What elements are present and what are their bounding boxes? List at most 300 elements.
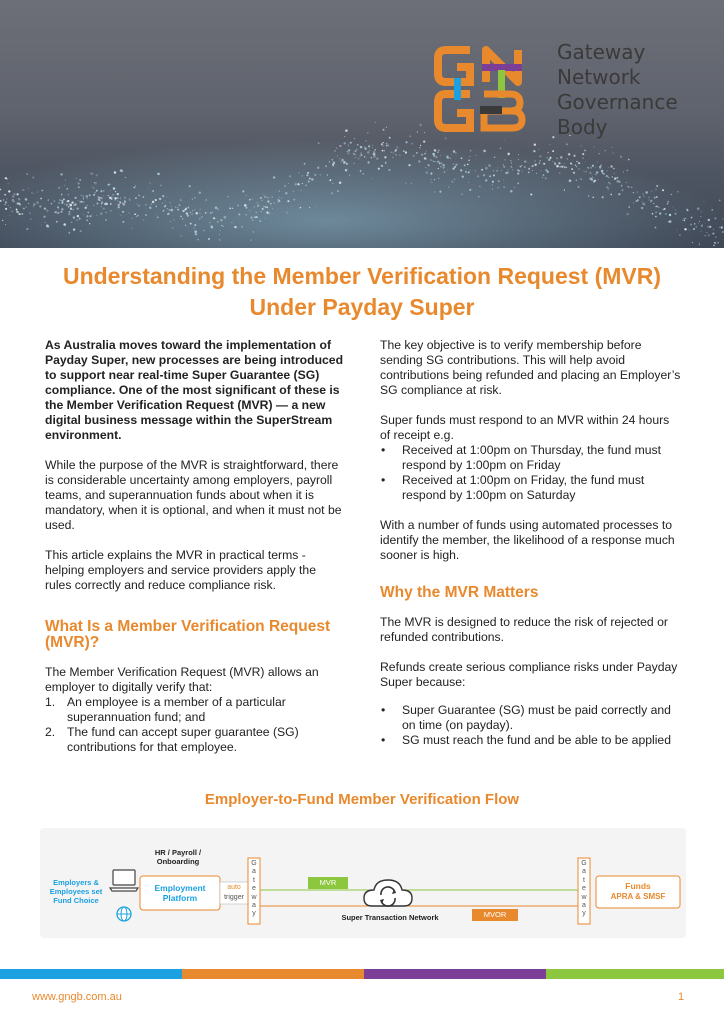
wave-particle	[559, 172, 561, 174]
wave-particle	[372, 147, 373, 148]
wave-particle	[481, 169, 483, 171]
wave-particle	[434, 191, 436, 193]
wave-particle	[253, 231, 254, 232]
wave-particle	[715, 236, 716, 237]
wave-particle	[135, 197, 137, 199]
wave-particle	[621, 186, 622, 187]
wave-particle	[361, 153, 362, 154]
wave-particle	[493, 170, 494, 171]
wave-particle	[341, 159, 344, 162]
right-column	[380, 338, 682, 763]
wave-particle	[137, 215, 139, 217]
wave-particle	[327, 174, 328, 175]
wave-particle	[461, 194, 462, 195]
numbered-list	[45, 695, 345, 755]
wave-particle	[719, 227, 720, 228]
wave-particle	[539, 155, 541, 157]
wave-particle	[86, 195, 88, 197]
wave-particle	[376, 158, 378, 160]
mvr-tag: MVR	[319, 878, 337, 887]
wave-particle	[96, 174, 98, 176]
wave-particle	[708, 234, 710, 236]
wave-particle	[606, 175, 608, 177]
wave-particle	[628, 206, 630, 208]
wave-particle	[503, 187, 504, 188]
wave-particle	[68, 194, 69, 195]
wave-particle	[395, 154, 396, 155]
wave-particle	[57, 206, 59, 208]
wave-particle	[77, 200, 78, 201]
wave-particle	[374, 153, 376, 155]
wave-particle	[76, 219, 78, 221]
wave-particle	[475, 155, 476, 156]
wave-particle	[87, 212, 88, 213]
wave-particle	[4, 194, 6, 196]
wave-particle	[329, 161, 330, 162]
wave-particle	[648, 196, 649, 197]
wave-particle	[452, 168, 454, 170]
wave-particle	[599, 153, 600, 154]
wave-particle	[197, 239, 198, 240]
wave-particle	[642, 193, 643, 194]
wave-particle	[372, 145, 373, 146]
wave-particle	[148, 188, 149, 189]
wave-particle	[608, 182, 610, 184]
wave-particle	[329, 179, 331, 181]
wave-particle	[588, 195, 590, 197]
wave-particle	[440, 155, 441, 156]
wave-particle	[170, 221, 171, 222]
wave-particle	[670, 214, 671, 215]
wave-particle	[101, 206, 102, 207]
wave-particle	[510, 160, 511, 161]
wave-particle	[61, 202, 63, 204]
wave-particle	[263, 195, 264, 196]
wave-particle	[331, 192, 333, 194]
wave-particle	[676, 229, 677, 230]
wave-particle	[347, 169, 348, 170]
wave-particle	[292, 206, 293, 207]
wave-particle	[199, 213, 200, 214]
wave-particle	[657, 206, 659, 208]
wave-particle	[392, 157, 393, 158]
wave-particle	[360, 146, 362, 148]
wave-particle	[190, 223, 192, 225]
wave-particle	[408, 164, 410, 166]
wave-particle	[46, 210, 48, 212]
wave-particle	[547, 171, 549, 173]
wave-particle	[155, 199, 157, 201]
wave-particle	[543, 174, 545, 176]
wave-particle	[250, 239, 252, 241]
wave-particle	[250, 216, 252, 218]
wave-particle	[464, 164, 466, 166]
wave-particle	[387, 145, 389, 147]
wave-particle	[8, 205, 9, 206]
wave-particle	[592, 177, 593, 178]
wave-particle	[517, 169, 519, 171]
wave-particle	[479, 186, 480, 187]
wave-particle	[580, 145, 581, 146]
wave-particle	[150, 203, 152, 205]
wave-particle	[694, 223, 696, 225]
wave-particle	[103, 207, 105, 209]
wave-particle	[19, 204, 21, 206]
wave-particle	[582, 153, 584, 155]
wave-particle	[125, 177, 126, 178]
wave-particle	[524, 160, 526, 162]
header-banner	[0, 0, 724, 248]
wave-particle	[26, 173, 28, 175]
wave-particle	[245, 207, 247, 209]
wave-particle	[618, 193, 620, 195]
wave-particle	[460, 169, 462, 171]
wave-particle	[558, 162, 560, 164]
wave-particle	[354, 154, 355, 155]
wave-particle	[382, 150, 383, 151]
wave-particle	[284, 185, 286, 187]
wave-particle	[492, 189, 493, 190]
wave-particle	[435, 161, 436, 162]
wave-particle	[637, 191, 638, 192]
wave-particle	[610, 165, 612, 167]
wave-particle	[44, 207, 46, 209]
wave-particle	[381, 143, 383, 145]
wave-particle	[66, 204, 68, 206]
wave-particle	[528, 168, 530, 170]
wave-particle	[626, 213, 628, 215]
wave-particle	[489, 175, 491, 177]
list-item: • Received at 1:00pm on Thursday, the fund must respond by 1:00pm on Friday	[380, 443, 682, 473]
wave-particle	[301, 175, 303, 177]
wave-particle	[311, 178, 313, 180]
wave-particle	[701, 211, 702, 212]
wave-particle	[685, 218, 686, 219]
wave-particle	[448, 186, 449, 187]
wave-particle	[399, 155, 400, 156]
wave-particle	[438, 177, 440, 179]
wave-particle	[192, 210, 194, 212]
org-name	[557, 40, 717, 140]
wave-particle	[576, 161, 577, 162]
wave-particle	[430, 160, 431, 161]
wave-particle	[75, 197, 77, 199]
footer-stripe-orange	[182, 969, 364, 979]
wave-particle	[656, 185, 658, 187]
wave-particle	[425, 167, 426, 168]
wave-particle	[194, 224, 196, 226]
diagram-title: Employer-to-Fund Member Verification Flow	[204, 791, 520, 808]
wave-particle	[124, 200, 125, 201]
wave-particle	[129, 199, 131, 201]
wave-particle	[307, 172, 309, 174]
wave-particle	[97, 196, 98, 197]
wave-particle	[10, 207, 11, 208]
wave-particle	[114, 171, 117, 174]
wave-particle	[215, 218, 216, 219]
wave-particle	[485, 179, 487, 181]
wave-particle	[654, 197, 656, 199]
wave-particle	[442, 164, 444, 166]
wave-particle	[199, 191, 201, 193]
wave-particle	[602, 196, 604, 198]
wave-particle	[690, 224, 692, 226]
wave-particle	[256, 212, 257, 213]
wave-particle	[517, 172, 519, 174]
wave-particle	[68, 232, 70, 234]
wave-particle	[494, 157, 496, 159]
wave-particle	[122, 211, 124, 213]
wave-particle	[437, 151, 438, 152]
wave-particle	[488, 164, 490, 166]
wave-particle	[100, 213, 102, 215]
wave-particle	[309, 207, 310, 208]
wave-particle	[652, 213, 654, 215]
wave-particle	[504, 140, 505, 141]
wave-particle	[470, 150, 472, 152]
wave-particle	[424, 132, 425, 133]
wave-particle	[249, 199, 251, 201]
wave-particle	[12, 195, 15, 198]
wave-particle	[641, 207, 644, 210]
wave-particle	[589, 172, 591, 174]
wave-particle	[165, 205, 166, 206]
wave-particle	[371, 178, 372, 179]
wave-particle	[11, 210, 13, 212]
wave-particle	[343, 161, 346, 164]
wave-particle	[65, 180, 66, 181]
wave-particle	[96, 215, 97, 216]
wave-particle	[326, 166, 327, 167]
wave-particle	[571, 168, 573, 170]
wave-particle	[548, 159, 550, 161]
wave-particle	[364, 156, 365, 157]
wave-particle	[567, 158, 568, 159]
wave-particle	[43, 216, 45, 218]
wave-particle	[177, 207, 178, 208]
wave-particle	[117, 193, 119, 195]
wave-particle	[287, 200, 289, 202]
wave-particle	[424, 142, 425, 143]
wave-particle	[610, 194, 612, 196]
wave-particle	[79, 218, 81, 220]
wave-particle	[648, 199, 649, 200]
wave-particle	[367, 132, 368, 133]
gateway-right-label: G a t e w a y	[581, 860, 587, 918]
wave-particle	[245, 214, 246, 215]
wave-particle	[419, 147, 421, 149]
wave-particle	[383, 142, 384, 143]
network-label: Super Transaction Network	[341, 913, 439, 922]
wave-particle	[220, 219, 222, 221]
wave-particle	[167, 208, 168, 209]
website-link[interactable]: www.gngb.com.au	[32, 991, 122, 1003]
wave-particle	[89, 215, 91, 217]
wave-particle	[304, 163, 306, 165]
wave-particle	[16, 208, 18, 210]
wave-particle	[205, 212, 207, 214]
wave-particle	[560, 166, 561, 167]
wave-particle	[693, 228, 695, 230]
wave-particle	[344, 136, 345, 137]
wave-particle	[631, 186, 633, 188]
wave-particle	[507, 153, 509, 155]
wave-particle	[194, 230, 197, 233]
wave-particle	[241, 226, 243, 228]
wave-particle	[271, 196, 273, 198]
wave-particle	[438, 168, 439, 169]
wave-particle	[699, 244, 700, 245]
wave-particle	[501, 170, 502, 171]
wave-particle	[451, 154, 452, 155]
wave-particle	[706, 232, 707, 233]
wave-particle	[32, 177, 34, 179]
wave-particle	[124, 201, 126, 203]
wave-particle	[63, 198, 65, 200]
wave-particle	[295, 183, 297, 185]
wave-particle	[530, 193, 532, 195]
wave-particle	[27, 228, 29, 230]
wave-particle	[266, 206, 268, 208]
paragraph: The MVR is designed to reduce the risk of rejected or refunded contributions.	[380, 615, 668, 644]
wave-particle	[369, 150, 370, 151]
wave-particle	[332, 159, 334, 161]
wave-particle	[8, 190, 10, 192]
wave-particle	[182, 210, 184, 212]
wave-particle	[642, 201, 643, 202]
wave-particle	[701, 216, 702, 217]
wave-particle	[622, 185, 623, 186]
page-number: 1	[678, 991, 685, 1003]
wave-particle	[545, 169, 547, 171]
wave-particle	[273, 176, 275, 178]
wave-particle	[546, 157, 548, 159]
wave-particle	[149, 206, 150, 207]
wave-particle	[58, 187, 60, 189]
wave-particle	[361, 154, 363, 156]
wave-particle	[108, 184, 110, 186]
wave-particle	[608, 167, 609, 168]
wave-particle	[424, 157, 426, 159]
wave-particle	[68, 213, 71, 216]
wave-particle	[301, 190, 302, 191]
wave-particle	[651, 191, 652, 192]
wave-particle	[265, 218, 266, 219]
wave-particle	[56, 211, 57, 212]
wave-particle	[112, 194, 114, 196]
wave-particle	[104, 203, 105, 204]
mvor-tag: MVOR	[483, 910, 507, 919]
wave-particle	[433, 161, 435, 163]
wave-particle	[699, 221, 700, 222]
wave-particle	[373, 155, 376, 158]
wave-particle	[244, 204, 247, 207]
wave-particle	[431, 160, 432, 161]
wave-particle	[122, 202, 123, 203]
wave-particle	[250, 210, 251, 211]
wave-particle	[596, 171, 599, 174]
wave-particle	[103, 195, 104, 196]
wave-particle	[17, 202, 19, 204]
wave-particle	[6, 178, 8, 180]
wave-particle	[162, 195, 164, 197]
wave-particle	[541, 170, 542, 171]
wave-particle	[468, 171, 470, 173]
wave-particle	[623, 171, 624, 172]
wave-particle	[389, 137, 391, 139]
wave-particle	[347, 151, 348, 152]
wave-particle	[378, 168, 380, 170]
wave-particle	[93, 188, 94, 189]
wave-particle	[440, 166, 441, 167]
wave-particle	[229, 207, 231, 209]
wave-particle	[219, 234, 220, 235]
wave-particle	[656, 196, 658, 198]
wave-particle	[39, 205, 41, 207]
wave-particle	[447, 157, 449, 159]
wave-particle	[418, 160, 420, 162]
wave-particle	[157, 173, 160, 176]
wave-particle	[302, 183, 303, 184]
wave-particle	[606, 170, 607, 171]
wave-particle	[213, 217, 215, 219]
wave-particle	[518, 159, 519, 160]
wave-particle	[246, 195, 247, 196]
wave-particle	[169, 202, 170, 203]
wave-particle	[317, 166, 319, 168]
wave-particle	[219, 239, 221, 241]
wave-particle	[431, 179, 432, 180]
wave-particle	[339, 158, 340, 159]
wave-particle	[33, 203, 35, 205]
wave-particle	[191, 214, 192, 215]
wave-particle	[600, 166, 602, 168]
wave-particle	[238, 213, 240, 215]
wave-particle	[705, 223, 706, 224]
wave-particle	[613, 168, 615, 170]
wave-particle	[411, 183, 412, 184]
wave-particle	[691, 217, 693, 219]
wave-particle	[583, 171, 585, 173]
wave-particle	[578, 168, 579, 169]
paragraph: Refunds create serious compliance risks under Payday Super because:	[380, 660, 678, 689]
wave-particle	[679, 235, 680, 236]
wave-particle	[590, 167, 592, 169]
wave-particle	[209, 222, 211, 224]
wave-particle	[386, 145, 388, 147]
wave-particle	[79, 201, 81, 203]
wave-particle	[293, 191, 294, 192]
wave-particle	[274, 202, 275, 203]
wave-particle	[444, 167, 445, 168]
wave-particle	[469, 170, 470, 171]
wave-particle	[704, 201, 705, 202]
wave-particle	[30, 213, 31, 214]
wave-particle	[139, 195, 140, 196]
wave-particle	[421, 154, 423, 156]
wave-particle	[89, 194, 91, 196]
wave-particle	[592, 165, 594, 167]
wave-particle	[128, 212, 130, 214]
wave-particle	[262, 208, 264, 210]
wave-particle	[5, 201, 7, 203]
wave-particle	[371, 157, 372, 158]
wave-particle	[713, 245, 714, 246]
wave-particle	[31, 192, 32, 193]
wave-particle	[58, 208, 59, 209]
wave-particle	[534, 160, 535, 161]
wave-particle	[667, 201, 669, 203]
